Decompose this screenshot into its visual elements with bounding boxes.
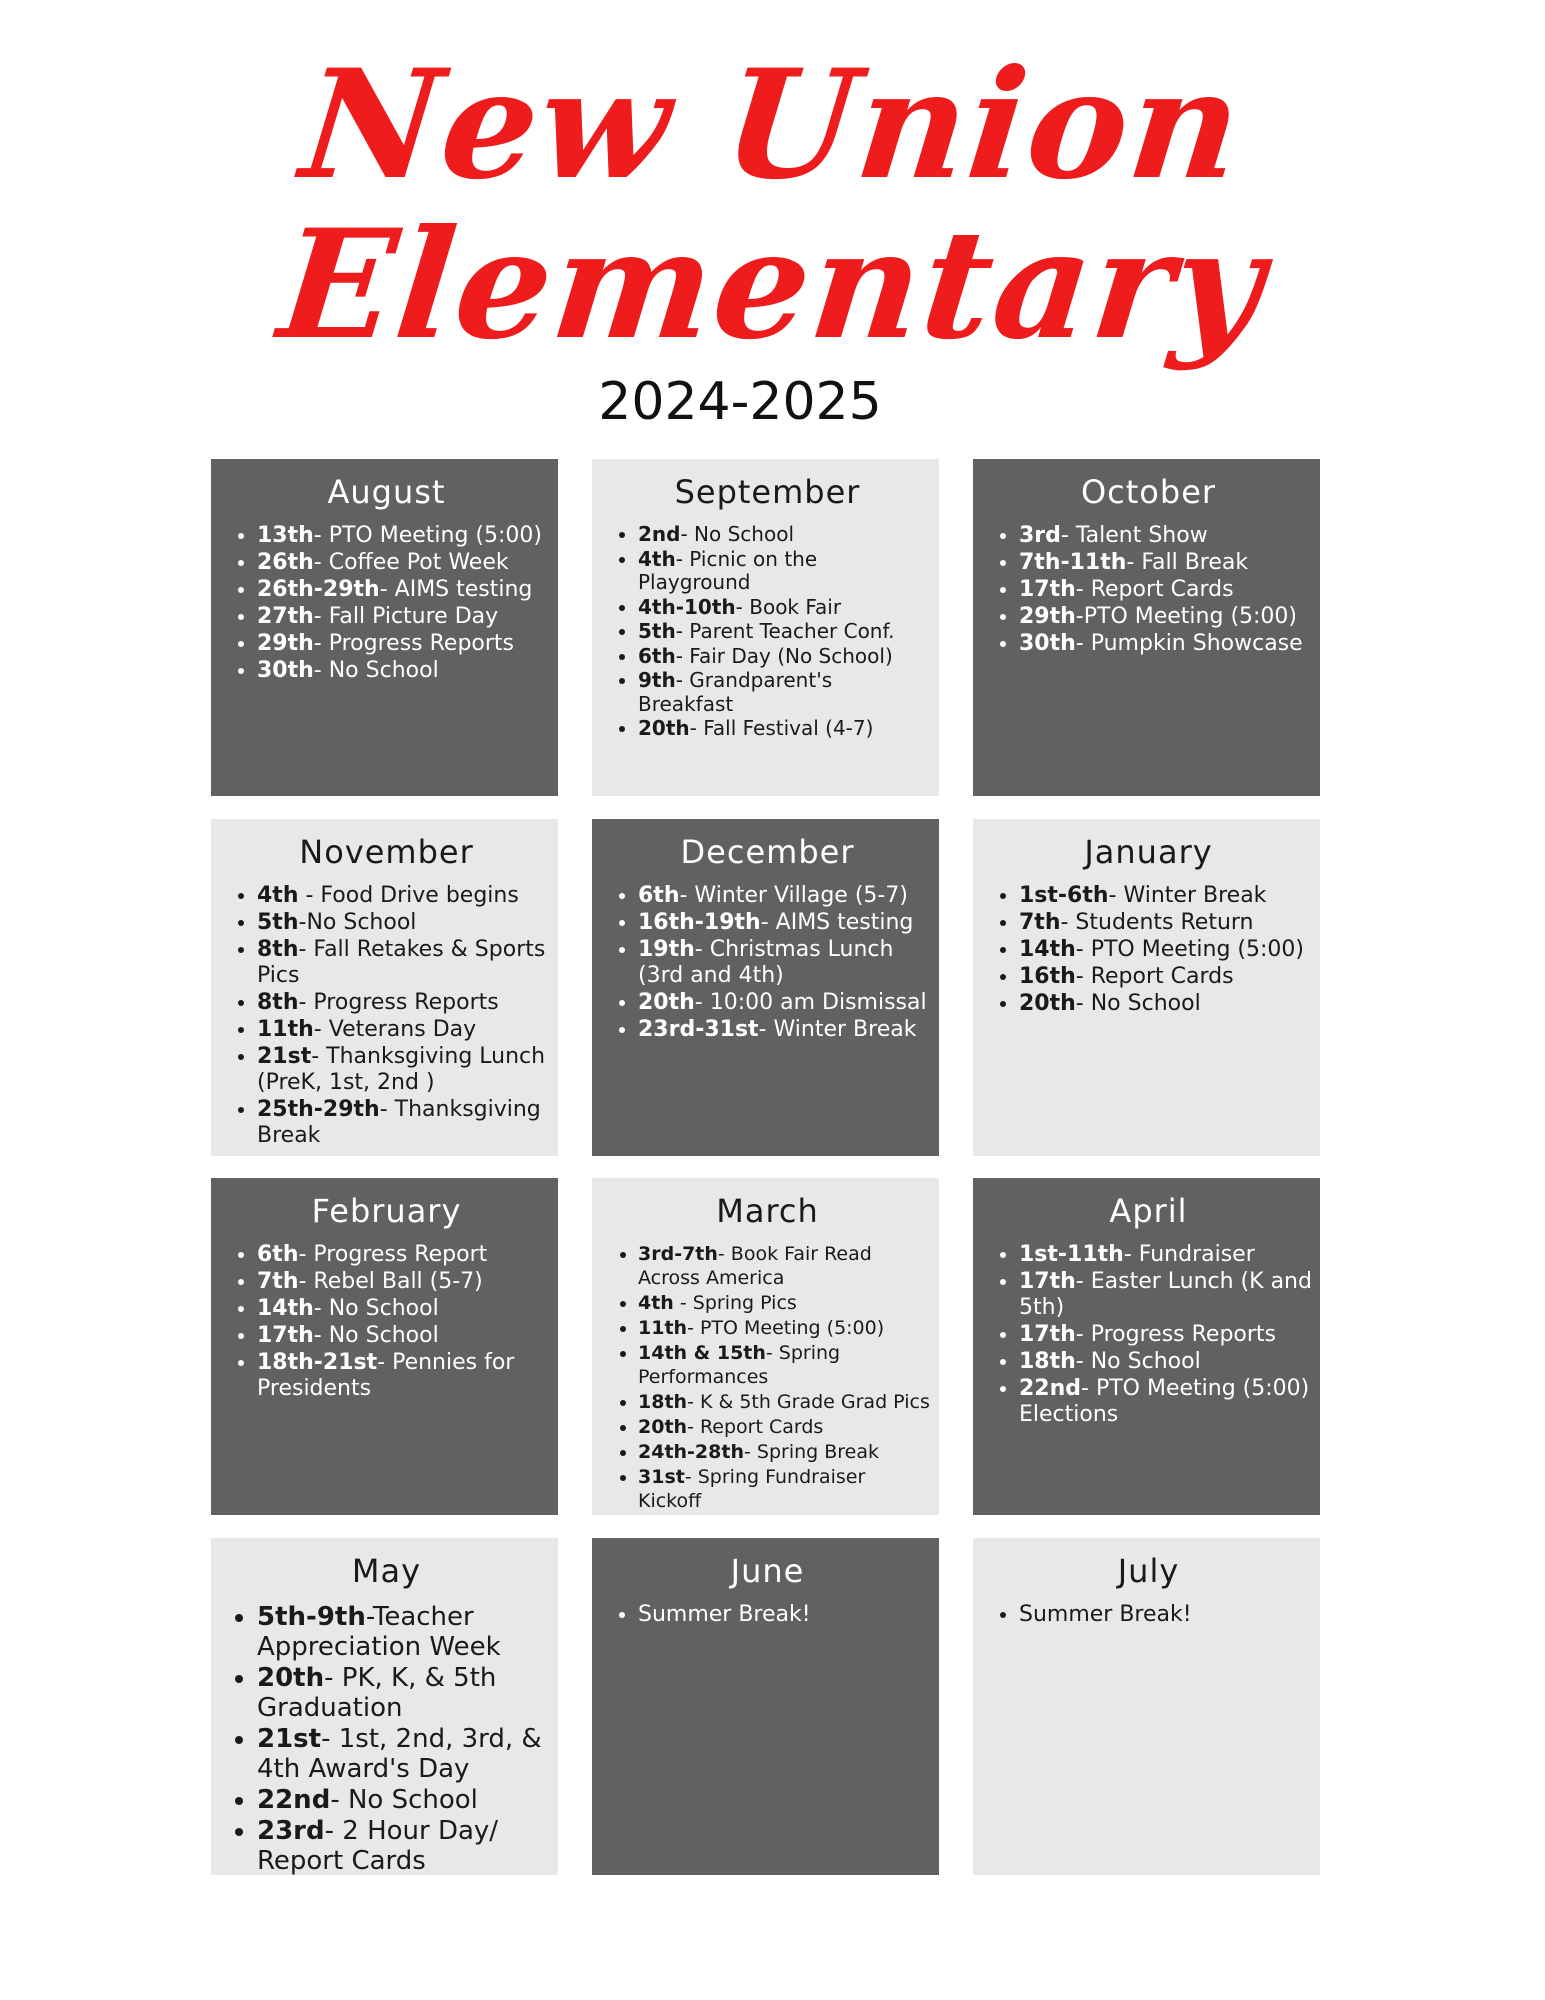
event-item [257,883,550,909]
event-date: 13th [257,523,314,548]
event-item [257,1097,550,1149]
card-december [592,819,939,1156]
event-text: - Spring Break [743,1441,879,1463]
event-text: - Rebel Ball (5-7) [298,1269,483,1294]
event-date: 20th [638,990,695,1015]
event-text: - No School [680,522,795,546]
event-item [1019,991,1312,1017]
event-item [257,1350,550,1402]
event-list [604,523,931,741]
card-july [973,1538,1320,1875]
card-march [592,1178,939,1515]
event-item [1019,550,1312,576]
event-date: 16th-19th [638,910,761,935]
event-date: 17th [1019,577,1076,602]
card-september [592,459,939,796]
event-text: - Spring Fundraiser Kickoff [638,1466,866,1512]
event-date: 2nd [638,522,681,546]
event-date: 14th [257,1296,314,1321]
event-text: - Christmas Lunch (3rd and 4th) [638,937,894,988]
event-text: - Fair Day (No School) [675,643,893,668]
event-item [257,577,550,603]
event-item [257,550,550,576]
event-date: 3rd-7th [638,1243,718,1265]
event-text: - No School [313,1323,439,1348]
event-item [1019,577,1312,603]
event-text: -Teacher Appreciation Week [257,1602,501,1662]
event-date: 23rd-31st [638,1017,759,1042]
event-date: 29th [1019,604,1076,629]
event-list [223,883,550,1149]
event-text: - K & 5th Grade Grad Pics [687,1391,930,1413]
event-list [985,523,1312,657]
event-date: 7th-11th [1019,550,1127,575]
event-item [1019,937,1312,963]
event-item [257,523,550,549]
event-date: 21st [257,1724,322,1754]
event-list [604,1602,931,1628]
event-date: 30th [257,658,314,683]
card-october [973,459,1320,796]
event-text: - Pumpkin Showcase [1075,631,1303,656]
event-text: - Book Fair Read Across America [638,1243,872,1289]
event-date: 4th-10th [638,594,736,619]
event-item [1019,910,1312,936]
event-date: 17th [1019,1269,1076,1294]
event-item [638,1242,931,1290]
event-item [1019,1376,1312,1428]
event-item [638,645,931,669]
event-text: - Spring Pics [673,1292,797,1314]
event-date: 24th-28th [638,1441,744,1463]
card-november [211,819,558,1156]
event-text: - No School [1075,1349,1201,1374]
event-text: - PTO Meeting (5:00) [1075,937,1305,962]
event-date: 5th-9th [257,1602,366,1632]
event-date: 6th [257,1242,299,1267]
event-date: 4th [257,883,299,908]
event-text: - Progress Report [298,1242,488,1267]
event-text: Summer Break! [638,1602,811,1627]
event-item [638,1415,931,1439]
event-date: 20th [257,1663,325,1693]
event-item [257,1242,550,1268]
event-text: - AIMS testing [760,910,914,935]
month-heading: August [327,473,446,511]
month-heading: September [674,473,861,511]
event-list [604,1242,931,1513]
event-text: Summer Break! [1019,1602,1192,1627]
event-text: - Winter Village (5-7) [679,883,908,908]
event-text: - Report Cards [687,1416,824,1438]
event-item [1019,523,1312,549]
event-date: 18th-21st [257,1350,378,1375]
event-item [638,1291,931,1315]
month-heading: March [716,1192,819,1230]
event-date: 30th [1019,631,1076,656]
event-date: 26th-29th [257,577,380,602]
event-date: 6th [638,643,676,668]
event-text: - Progress Reports [298,990,499,1015]
event-text: - Progress Reports [1075,1322,1276,1347]
event-date: 18th [1019,1349,1076,1374]
event-text: - No School [313,1296,439,1321]
event-date: 14th [1019,937,1076,962]
event-list [223,1602,550,1875]
event-item [638,1341,931,1389]
event-item [257,1816,550,1875]
card-may [211,1538,558,1875]
event-text: - 1st, 2nd, 3rd, & 4th Award's Day [257,1724,542,1784]
event-date: 20th [638,716,690,740]
month-heading: December [680,833,855,871]
event-date: 3rd [1019,523,1061,548]
event-text: - PK, K, & 5th Graduation [257,1663,497,1723]
event-text: - Spring Performances [638,1342,841,1388]
card-february [211,1178,558,1515]
event-text: - No School [313,658,439,683]
school-year: 2024-2025 [598,372,882,432]
event-date: 20th [638,1416,688,1438]
event-text: - Fall Festival (4-7) [689,716,874,740]
month-heading: November [299,833,474,871]
event-text: - Winter Break [1108,883,1267,908]
event-item [1019,631,1312,657]
event-date: 21st [257,1044,312,1069]
event-date: 17th [257,1323,314,1348]
event-text: - Report Cards [1075,964,1234,989]
event-list [985,883,1312,1017]
event-item [257,1044,550,1096]
event-text: -PTO Meeting (5:00) [1075,604,1298,629]
event-item [1019,1349,1312,1375]
card-june [592,1538,939,1875]
month-heading: January [1084,833,1213,871]
event-text: - Food Drive begins [298,883,519,908]
event-text: - Fall Picture Day [313,604,499,629]
event-item [638,620,931,644]
event-item [257,604,550,630]
event-date: 26th [257,550,314,575]
event-text: - Fall Break [1126,550,1249,575]
event-item [1019,1322,1312,1348]
event-date: 20th [1019,991,1076,1016]
event-text: - 10:00 am Dismissal [694,990,927,1015]
event-text: - Thanksgiving Lunch (PreK, 1st, 2nd ) [257,1044,546,1095]
event-text: - 2 Hour Day/ Report Cards [257,1816,499,1875]
event-text: - Winter Break [758,1017,917,1042]
event-item [257,658,550,684]
event-text: - Pennies for Presidents [257,1350,515,1401]
event-list [223,1242,550,1402]
event-text: - Grandparent's Breakfast [638,668,833,716]
event-date: 5th [257,910,299,935]
event-date: 22nd [257,1785,331,1815]
event-date: 11th [638,1317,688,1339]
event-text: - No School [1075,991,1201,1016]
event-date: 16th [1019,964,1076,989]
event-text: - Progress Reports [313,631,514,656]
event-item [638,596,931,620]
event-item [1019,604,1312,630]
event-item [257,1323,550,1349]
event-date: 31st [638,1466,685,1488]
card-april [973,1178,1320,1515]
event-list [985,1242,1312,1428]
event-text: - Fundraiser [1123,1242,1255,1267]
event-item [638,717,931,741]
event-item [638,1017,931,1043]
event-item [257,1785,550,1815]
event-text: - PTO Meeting (5:00) [687,1317,885,1339]
event-date: 18th [638,1391,688,1413]
event-date: 27th [257,604,314,629]
event-item [257,990,550,1016]
event-list [223,523,550,684]
event-item [1019,1602,1312,1628]
event-date: 1st-11th [1019,1242,1124,1267]
event-item [638,669,931,716]
card-august [211,459,558,796]
event-item [1019,964,1312,990]
event-item [638,1440,931,1464]
month-heading: May [351,1552,422,1590]
event-text: - No School [330,1785,478,1815]
event-item [638,1316,931,1340]
event-item [1019,1269,1312,1321]
event-text: - Talent Show [1060,523,1208,548]
event-date: 6th [638,883,680,908]
event-date: 23rd [257,1816,325,1846]
school-name-line2: Elementary [271,197,1274,373]
month-heading: June [730,1552,805,1590]
event-text: - Students Return [1060,910,1254,935]
event-date: 22nd [1019,1376,1082,1401]
month-heading: February [311,1192,462,1230]
event-item [257,1724,550,1784]
event-date: 4th [638,1292,674,1314]
event-date: 5th [638,619,676,643]
event-text: - Picnic on the Playground [638,546,818,594]
event-item [257,1663,550,1723]
event-date: 11th [257,1017,314,1042]
event-item [1019,1242,1312,1268]
event-date: 8th [257,937,299,962]
event-date: 4th [638,546,676,571]
month-heading: October [1080,473,1217,511]
event-date: 7th [257,1269,299,1294]
event-text: - PTO Meeting (5:00) Elections [1019,1376,1310,1427]
event-item [638,910,931,936]
school-name-line1: New Union [294,37,1251,213]
event-date: 29th [257,631,314,656]
event-date: 8th [257,990,299,1015]
event-item [257,1296,550,1322]
event-item [638,1390,931,1414]
event-date: 1st-6th [1019,883,1109,908]
event-text: - PTO Meeting (5:00) [313,523,543,548]
event-item [638,990,931,1016]
card-january [973,819,1320,1156]
event-list [985,1602,1312,1628]
event-text: - Report Cards [1075,577,1234,602]
event-date: 19th [638,937,695,962]
event-text: - Veterans Day [313,1017,477,1042]
event-item [257,910,550,936]
event-item [638,883,931,909]
event-item [257,1269,550,1295]
month-heading: April [1109,1192,1188,1230]
event-item [638,1602,931,1628]
event-text: - Thanksgiving Break [257,1097,541,1148]
event-item [1019,883,1312,909]
event-date: 14th & 15th [638,1342,766,1364]
event-list [604,883,931,1043]
event-text: - Easter Lunch (K and 5th) [1019,1269,1312,1320]
event-date: 9th [638,668,676,692]
event-date: 7th [1019,910,1061,935]
event-item [257,631,550,657]
event-item [638,548,931,595]
event-item [638,937,931,989]
event-date: 25th-29th [257,1097,380,1122]
event-date: 17th [1019,1322,1076,1347]
month-heading: July [1117,1552,1180,1590]
event-item [638,1465,931,1513]
event-text: - AIMS testing [379,577,533,602]
event-item [257,937,550,989]
event-item [257,1602,550,1662]
event-item [257,1017,550,1043]
event-text: -No School [298,910,417,935]
event-text: - Parent Teacher Conf. [675,619,895,643]
event-text: - Fall Retakes & Sports Pics [257,937,546,988]
event-text: - Coffee Pot Week [313,550,509,575]
event-item [638,523,931,547]
event-text: - Book Fair [735,594,842,619]
